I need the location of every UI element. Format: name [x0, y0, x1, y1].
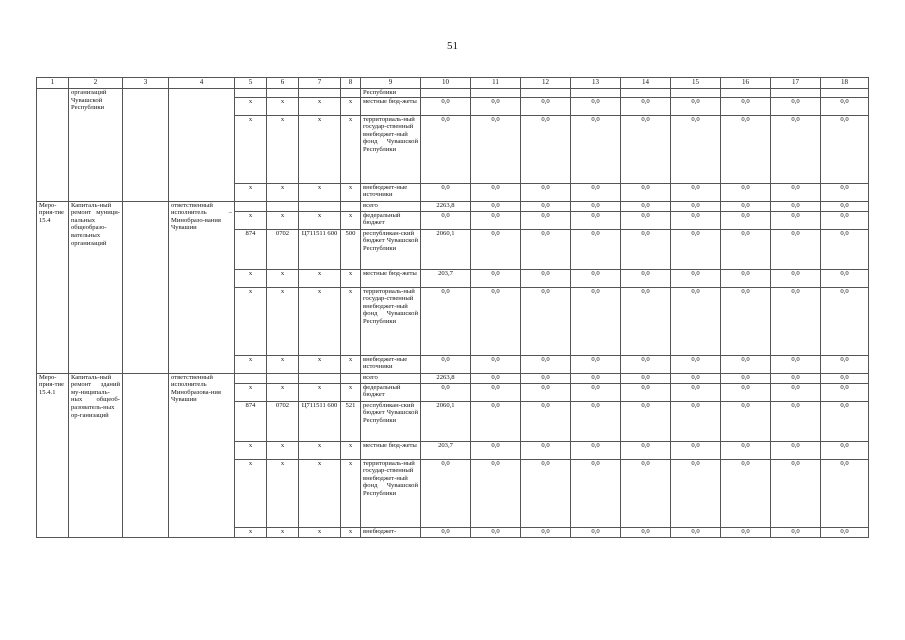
value-cell: 0,0 — [771, 201, 821, 211]
code-cell: x — [299, 441, 341, 459]
value-cell: 0,0 — [771, 401, 821, 441]
value-cell: 0,0 — [621, 401, 671, 441]
value-cell: 0,0 — [521, 183, 571, 201]
header-cell: 12 — [521, 78, 571, 89]
code-cell: Ц711511 600 — [299, 401, 341, 441]
source-cell: территориаль-ный государ-ственный внебюджет-ный фонд Чувашской Республики — [361, 459, 421, 527]
header-cell: 5 — [235, 78, 267, 89]
code-cell: x — [235, 115, 267, 183]
header-cell: 6 — [267, 78, 299, 89]
value-cell: 0,0 — [821, 355, 869, 373]
code-cell: x — [299, 269, 341, 287]
value-cell: 0,0 — [721, 97, 771, 115]
code-cell: x — [235, 355, 267, 373]
code-cell: x — [267, 211, 299, 229]
table-row — [37, 373, 869, 383]
value-cell: 0,0 — [821, 229, 869, 269]
value-cell: 0,0 — [571, 201, 621, 211]
value-cell: 0,0 — [671, 373, 721, 383]
code-cell: x — [299, 183, 341, 201]
source-cell: всего — [361, 201, 421, 211]
header-cell: 4 — [169, 78, 235, 89]
value-cell: 0,0 — [771, 287, 821, 355]
code-cell: x — [341, 97, 361, 115]
value-cell: 0,0 — [571, 269, 621, 287]
value-cell: 0,0 — [821, 383, 869, 401]
header-cell: 1 — [37, 78, 69, 89]
value-cell: 0,0 — [421, 97, 471, 115]
code-cell: 521 — [341, 401, 361, 441]
header-cell: 3 — [123, 78, 169, 89]
empty-cell — [771, 89, 821, 98]
code-cell: x — [299, 383, 341, 401]
value-cell: 0,0 — [421, 527, 471, 537]
code-cell: x — [267, 527, 299, 537]
value-cell: 0,0 — [571, 287, 621, 355]
value-cell: 0,0 — [721, 269, 771, 287]
value-cell: 0,0 — [621, 287, 671, 355]
header-cell: 2 — [69, 78, 123, 89]
value-cell: 0,0 — [521, 287, 571, 355]
source-cell: местные бюд-жеты — [361, 97, 421, 115]
empty-cell — [721, 89, 771, 98]
executor-cell: ответственный исполнитель – Минобразо-вания Чувашии — [169, 201, 235, 373]
code-cell: x — [235, 383, 267, 401]
value-cell: 0,0 — [771, 527, 821, 537]
code-cell: 500 — [341, 229, 361, 269]
code-cell: x — [341, 269, 361, 287]
value-cell: 0,0 — [621, 355, 671, 373]
source-cell: местные бюд-жеты — [361, 269, 421, 287]
value-cell: 0,0 — [571, 441, 621, 459]
value-cell: 0,0 — [521, 383, 571, 401]
value-cell: 0,0 — [771, 355, 821, 373]
value-cell: 0,0 — [421, 287, 471, 355]
value-cell: 2263,8 — [421, 201, 471, 211]
code-cell: x — [267, 183, 299, 201]
value-cell: 0,0 — [721, 383, 771, 401]
value-cell: 0,0 — [571, 229, 621, 269]
value-cell: 0,0 — [821, 287, 869, 355]
value-cell: 0,0 — [671, 441, 721, 459]
code-cell: x — [267, 97, 299, 115]
value-cell: 0,0 — [571, 401, 621, 441]
value-cell: 0,0 — [671, 97, 721, 115]
value-cell: 0,0 — [571, 373, 621, 383]
value-cell: 0,0 — [621, 183, 671, 201]
table-body — [37, 78, 869, 538]
source-cell: всего — [361, 373, 421, 383]
code-cell: 0702 — [267, 401, 299, 441]
code-cell: x — [267, 459, 299, 527]
value-cell: 0,0 — [721, 115, 771, 183]
value-cell: 0,0 — [721, 201, 771, 211]
value-cell: 0,0 — [671, 229, 721, 269]
value-cell: 0,0 — [421, 459, 471, 527]
header-cell: 14 — [621, 78, 671, 89]
code-cell: x — [341, 115, 361, 183]
value-cell: 0,0 — [771, 459, 821, 527]
code-cell: x — [267, 441, 299, 459]
value-cell: 0,0 — [821, 459, 869, 527]
value-cell: 0,0 — [521, 97, 571, 115]
value-cell: 0,0 — [671, 269, 721, 287]
source-cell: территориаль-ный государ-ственный внебюджет-ный фонд Чувашской Республики — [361, 287, 421, 355]
value-cell: 0,0 — [521, 269, 571, 287]
value-cell: 0,0 — [621, 115, 671, 183]
value-cell: 0,0 — [471, 383, 521, 401]
value-cell: 0,0 — [521, 355, 571, 373]
code-cell: x — [235, 269, 267, 287]
code-cell: x — [235, 287, 267, 355]
value-cell: 0,0 — [821, 115, 869, 183]
value-cell: 0,0 — [521, 373, 571, 383]
value-cell: 0,0 — [571, 355, 621, 373]
value-cell: 0,0 — [771, 441, 821, 459]
header-cell: 15 — [671, 78, 721, 89]
code-cell: 0702 — [267, 229, 299, 269]
value-cell: 0,0 — [621, 201, 671, 211]
code-cell — [341, 201, 361, 211]
row-label-cell — [37, 89, 69, 202]
header-cell: 10 — [421, 78, 471, 89]
value-cell: 0,0 — [721, 183, 771, 201]
value-cell: 0,0 — [621, 269, 671, 287]
value-cell: 0,0 — [721, 211, 771, 229]
value-cell: 0,0 — [671, 355, 721, 373]
value-cell: 0,0 — [771, 373, 821, 383]
value-cell: 0,0 — [471, 527, 521, 537]
code-cell: 874 — [235, 401, 267, 441]
value-cell: 0,0 — [721, 527, 771, 537]
value-cell: 0,0 — [621, 383, 671, 401]
value-cell: 0,0 — [721, 355, 771, 373]
value-cell: 0,0 — [571, 211, 621, 229]
empty-cell — [123, 89, 169, 202]
value-cell: 0,0 — [421, 355, 471, 373]
value-cell: 0,0 — [521, 459, 571, 527]
source-cell: внебюджет- — [361, 527, 421, 537]
value-cell: 0,0 — [721, 373, 771, 383]
empty-cell — [471, 89, 521, 98]
source-cell: республикан-ский бюджет Чувашской Республики — [361, 229, 421, 269]
value-cell: 0,0 — [621, 441, 671, 459]
value-cell: 0,0 — [671, 211, 721, 229]
header-cell: 9 — [361, 78, 421, 89]
executor-cell — [169, 89, 235, 202]
value-cell: 2060,1 — [421, 401, 471, 441]
value-cell: 0,0 — [821, 97, 869, 115]
value-cell: 0,0 — [521, 441, 571, 459]
empty-cell — [123, 373, 169, 537]
code-cell: x — [341, 355, 361, 373]
code-cell: x — [299, 97, 341, 115]
value-cell: 0,0 — [621, 459, 671, 527]
value-cell: 2263,8 — [421, 373, 471, 383]
empty-cell — [621, 89, 671, 98]
code-cell — [267, 201, 299, 211]
value-cell: 0,0 — [621, 211, 671, 229]
row-label-cell: Меро-прия-тие 15.4.1 — [37, 373, 69, 537]
code-cell: x — [267, 269, 299, 287]
value-cell: 0,0 — [471, 115, 521, 183]
empty-cell — [421, 89, 471, 98]
value-cell: 0,0 — [821, 527, 869, 537]
value-cell: 0,0 — [821, 401, 869, 441]
value-cell: 0,0 — [471, 269, 521, 287]
code-cell: 874 — [235, 229, 267, 269]
value-cell: 0,0 — [471, 401, 521, 441]
empty-cell — [299, 89, 341, 98]
code-cell: x — [235, 97, 267, 115]
code-cell: x — [341, 183, 361, 201]
value-cell: 0,0 — [671, 115, 721, 183]
code-cell: x — [299, 287, 341, 355]
empty-cell — [821, 89, 869, 98]
value-cell: 0,0 — [821, 201, 869, 211]
row-name-cell: Капиталь-ный ремонт муници-пальных общеобразо-вательных организаций — [69, 201, 123, 373]
table-row — [37, 89, 869, 98]
value-cell: 0,0 — [821, 269, 869, 287]
value-cell: 0,0 — [621, 373, 671, 383]
value-cell: 0,0 — [671, 183, 721, 201]
header-cell: 13 — [571, 78, 621, 89]
value-cell: 203,7 — [421, 441, 471, 459]
value-cell: 0,0 — [721, 401, 771, 441]
code-cell: x — [267, 355, 299, 373]
empty-cell — [571, 89, 621, 98]
value-cell: 0,0 — [471, 287, 521, 355]
header-cell: 11 — [471, 78, 521, 89]
value-cell: 0,0 — [721, 459, 771, 527]
value-cell: 0,0 — [471, 229, 521, 269]
value-cell: 0,0 — [821, 441, 869, 459]
value-cell: 0,0 — [471, 211, 521, 229]
header-cell: 8 — [341, 78, 361, 89]
code-cell: x — [341, 527, 361, 537]
value-cell: 0,0 — [671, 287, 721, 355]
code-cell: x — [235, 183, 267, 201]
code-cell: x — [235, 211, 267, 229]
value-cell: 0,0 — [771, 211, 821, 229]
value-cell: 0,0 — [521, 201, 571, 211]
value-cell: 0,0 — [571, 97, 621, 115]
value-cell: 2060,1 — [421, 229, 471, 269]
value-cell: 0,0 — [571, 459, 621, 527]
code-cell — [299, 373, 341, 383]
code-cell: Ц711511 600 — [299, 229, 341, 269]
empty-cell — [267, 89, 299, 98]
header-cell: 7 — [299, 78, 341, 89]
code-cell — [299, 201, 341, 211]
code-cell: x — [267, 383, 299, 401]
row-name-cell: Капиталь-ный ремонт зданий му-ниципаль-ных общеоб-разователь-ных ор-ганизаций — [69, 373, 123, 537]
value-cell: 0,0 — [571, 527, 621, 537]
value-cell: 0,0 — [771, 183, 821, 201]
value-cell: 0,0 — [621, 97, 671, 115]
empty-cell — [235, 89, 267, 98]
value-cell: 0,0 — [571, 115, 621, 183]
value-cell: 0,0 — [671, 201, 721, 211]
code-cell — [235, 373, 267, 383]
value-cell: 0,0 — [771, 383, 821, 401]
empty-cell — [123, 201, 169, 373]
code-cell: x — [235, 459, 267, 527]
code-cell: x — [299, 211, 341, 229]
value-cell: 0,0 — [421, 211, 471, 229]
source-cell: федеральный бюджет — [361, 383, 421, 401]
page-number: 51 — [447, 40, 458, 52]
value-cell: 0,0 — [571, 383, 621, 401]
empty-cell — [521, 89, 571, 98]
source-cell: местные бюд-жеты — [361, 441, 421, 459]
value-cell: 0,0 — [471, 355, 521, 373]
value-cell: 0,0 — [421, 383, 471, 401]
code-cell: x — [267, 115, 299, 183]
value-cell: 0,0 — [671, 383, 721, 401]
code-cell: x — [341, 287, 361, 355]
value-cell: 0,0 — [421, 183, 471, 201]
code-cell — [235, 201, 267, 211]
value-cell: 0,0 — [721, 229, 771, 269]
row-name-cell: организаций Чувашской Республики — [69, 89, 123, 202]
value-cell: 0,0 — [621, 229, 671, 269]
executor-cell: ответственный исполнитель Минобразова-ния Чувашии — [169, 373, 235, 537]
code-cell: x — [341, 459, 361, 527]
value-cell: 0,0 — [821, 373, 869, 383]
code-cell: x — [299, 355, 341, 373]
code-cell: x — [235, 441, 267, 459]
value-cell: 0,0 — [671, 459, 721, 527]
source-cell: республикан-ский бюджет Чувашской Республики — [361, 401, 421, 441]
code-cell: x — [341, 383, 361, 401]
value-cell: 0,0 — [521, 527, 571, 537]
value-cell: 0,0 — [471, 97, 521, 115]
code-cell: x — [299, 459, 341, 527]
value-cell: 0,0 — [621, 527, 671, 537]
value-cell: 0,0 — [471, 183, 521, 201]
value-cell: 0,0 — [771, 269, 821, 287]
empty-cell — [671, 89, 721, 98]
value-cell: 0,0 — [771, 115, 821, 183]
header-cell: 16 — [721, 78, 771, 89]
value-cell: 0,0 — [821, 211, 869, 229]
value-cell: 0,0 — [471, 201, 521, 211]
value-cell: 0,0 — [671, 527, 721, 537]
value-cell: 0,0 — [671, 401, 721, 441]
row-label-cell: Меро-прия-тие 15.4 — [37, 201, 69, 373]
value-cell: 0,0 — [721, 287, 771, 355]
value-cell: 0,0 — [471, 441, 521, 459]
value-cell: 0,0 — [521, 115, 571, 183]
value-cell: 0,0 — [421, 115, 471, 183]
value-cell: 0,0 — [521, 401, 571, 441]
code-cell: x — [267, 287, 299, 355]
value-cell: 0,0 — [521, 211, 571, 229]
source-cell: Республики — [361, 89, 421, 98]
value-cell: 0,0 — [721, 441, 771, 459]
source-cell: федеральный бюджет — [361, 211, 421, 229]
value-cell: 203,7 — [421, 269, 471, 287]
value-cell: 0,0 — [571, 183, 621, 201]
code-cell: x — [299, 115, 341, 183]
budget-table — [36, 77, 869, 538]
code-cell: x — [341, 441, 361, 459]
value-cell: 0,0 — [521, 229, 571, 269]
value-cell: 0,0 — [471, 373, 521, 383]
value-cell: 0,0 — [821, 183, 869, 201]
code-cell — [267, 373, 299, 383]
header-row — [37, 78, 869, 89]
table-row — [37, 201, 869, 211]
source-cell: внебюджет-ные источники — [361, 183, 421, 201]
value-cell: 0,0 — [771, 229, 821, 269]
value-cell: 0,0 — [771, 97, 821, 115]
header-cell: 17 — [771, 78, 821, 89]
code-cell: x — [299, 527, 341, 537]
source-cell: внебюджет-ные источники — [361, 355, 421, 373]
code-cell: x — [341, 211, 361, 229]
source-cell: территориаль-ный государ-ственный внебюджет-ный фонд Чувашской Республики — [361, 115, 421, 183]
header-cell: 18 — [821, 78, 869, 89]
code-cell — [341, 373, 361, 383]
code-cell: x — [235, 527, 267, 537]
value-cell: 0,0 — [471, 459, 521, 527]
empty-cell — [341, 89, 361, 98]
